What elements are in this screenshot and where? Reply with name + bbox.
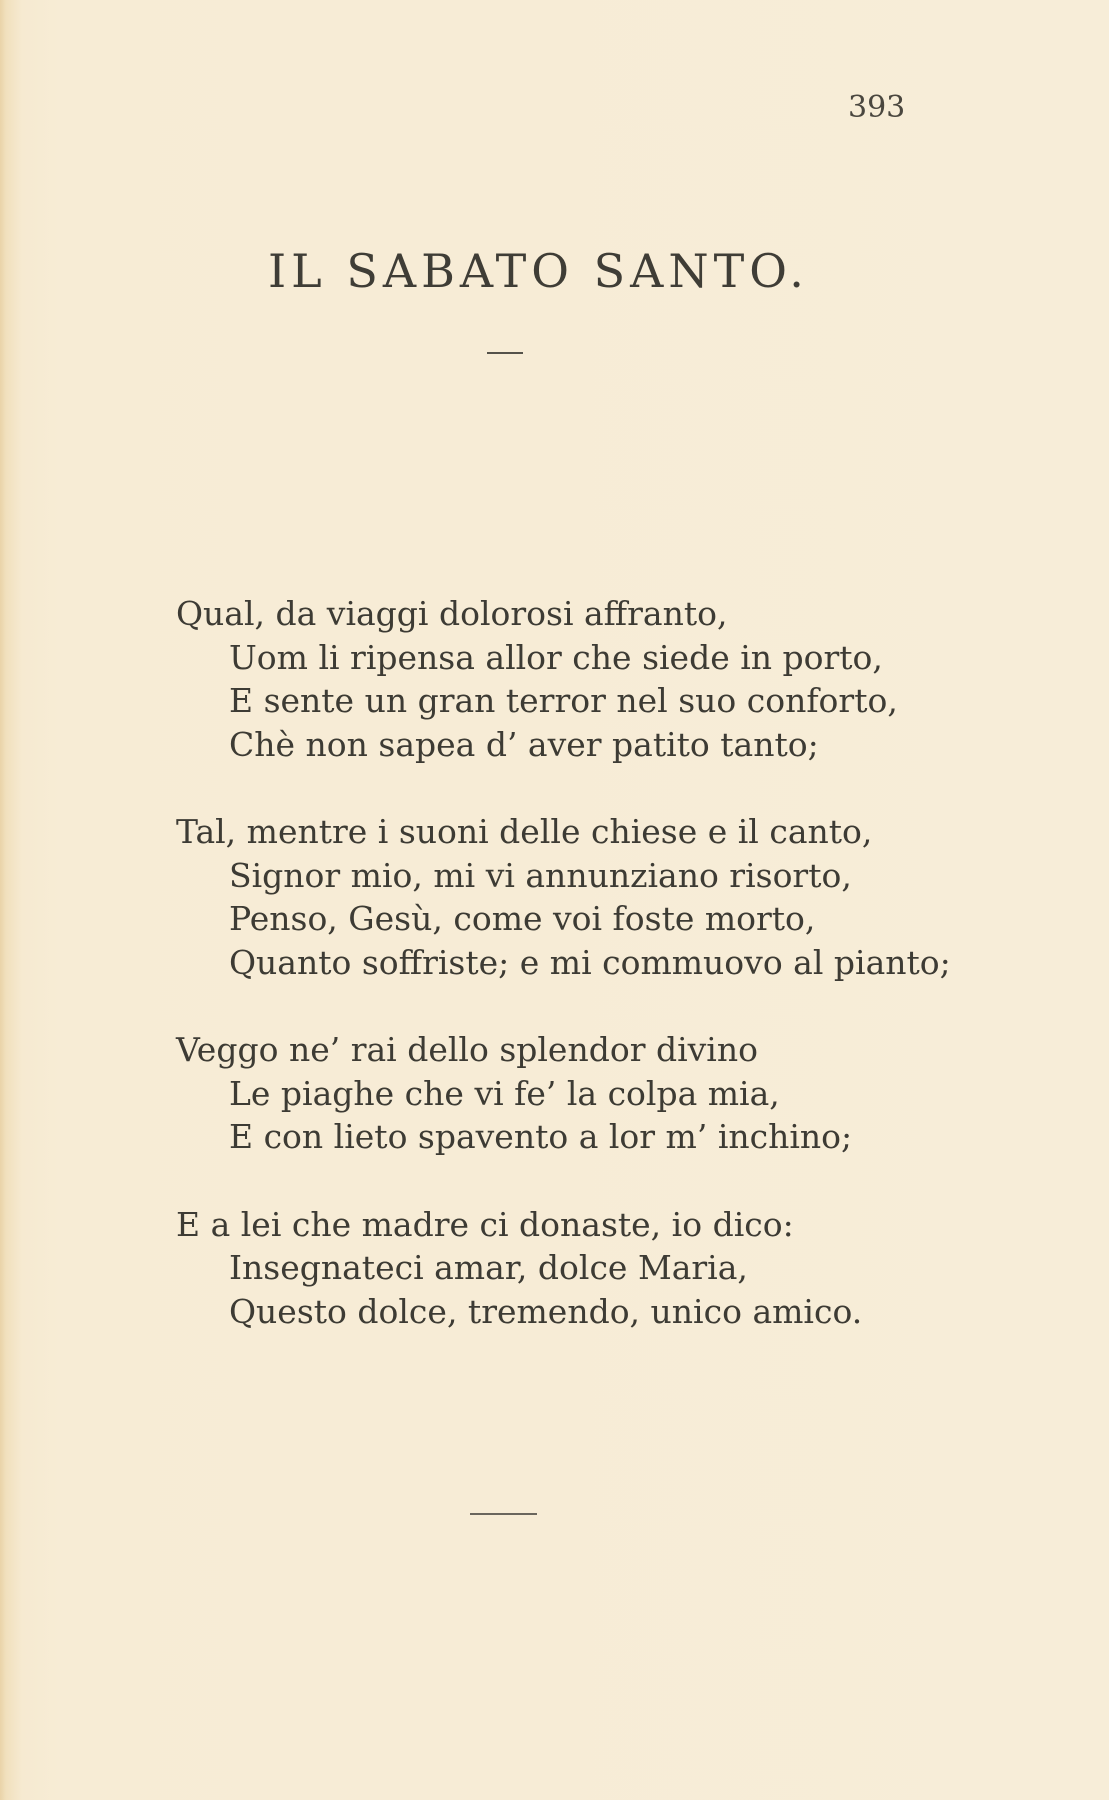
poem-body: [176, 592, 1036, 1333]
verse-line: Veggo ne’ rai dello splendor divino: [176, 1030, 758, 1069]
verse-line: E a lei che madre ci donaste, io dico:: [176, 1204, 794, 1244]
stanza-4: [176, 1203, 1036, 1334]
title-divider: [487, 352, 523, 354]
verse-line: Insegnateci amar, dolce Maria,: [229, 1248, 748, 1287]
verse-line: E con lieto spavento a lor m’ inchino;: [229, 1117, 853, 1156]
verse-line: Penso, Gesù, come voi foste morto,: [229, 899, 816, 938]
verse-line: Le piaghe che vi fe’ la colpa mia,: [229, 1073, 780, 1113]
verse-line: Signor mio, mi vi annunziano risorto,: [229, 855, 852, 895]
verse-line: Quanto soffriste; e mi commuovo al pianto;: [229, 942, 951, 982]
verse-line: Uom li ripensa allor che siede in porto,: [229, 637, 883, 677]
verse-line: Chè non sapea d’ aver patito tanto;: [229, 724, 819, 764]
end-divider: [470, 1513, 537, 1515]
verse-line: Questo dolce, tremendo, unico amico.: [229, 1291, 863, 1331]
page-number: 393: [848, 90, 906, 125]
verse-line: Qual, da viaggi dolorosi affranto,: [176, 594, 728, 633]
verse-line: Tal, mentre i suoni delle chiese e il canto,: [176, 812, 873, 851]
stanza-3: [176, 1028, 1036, 1159]
stanza-2: [176, 810, 1036, 984]
stanza-1: [176, 592, 1036, 766]
poem-title: IL SABATO SANTO.: [268, 244, 809, 298]
verse-line: E sente un gran terror nel suo conforto,: [229, 681, 898, 720]
